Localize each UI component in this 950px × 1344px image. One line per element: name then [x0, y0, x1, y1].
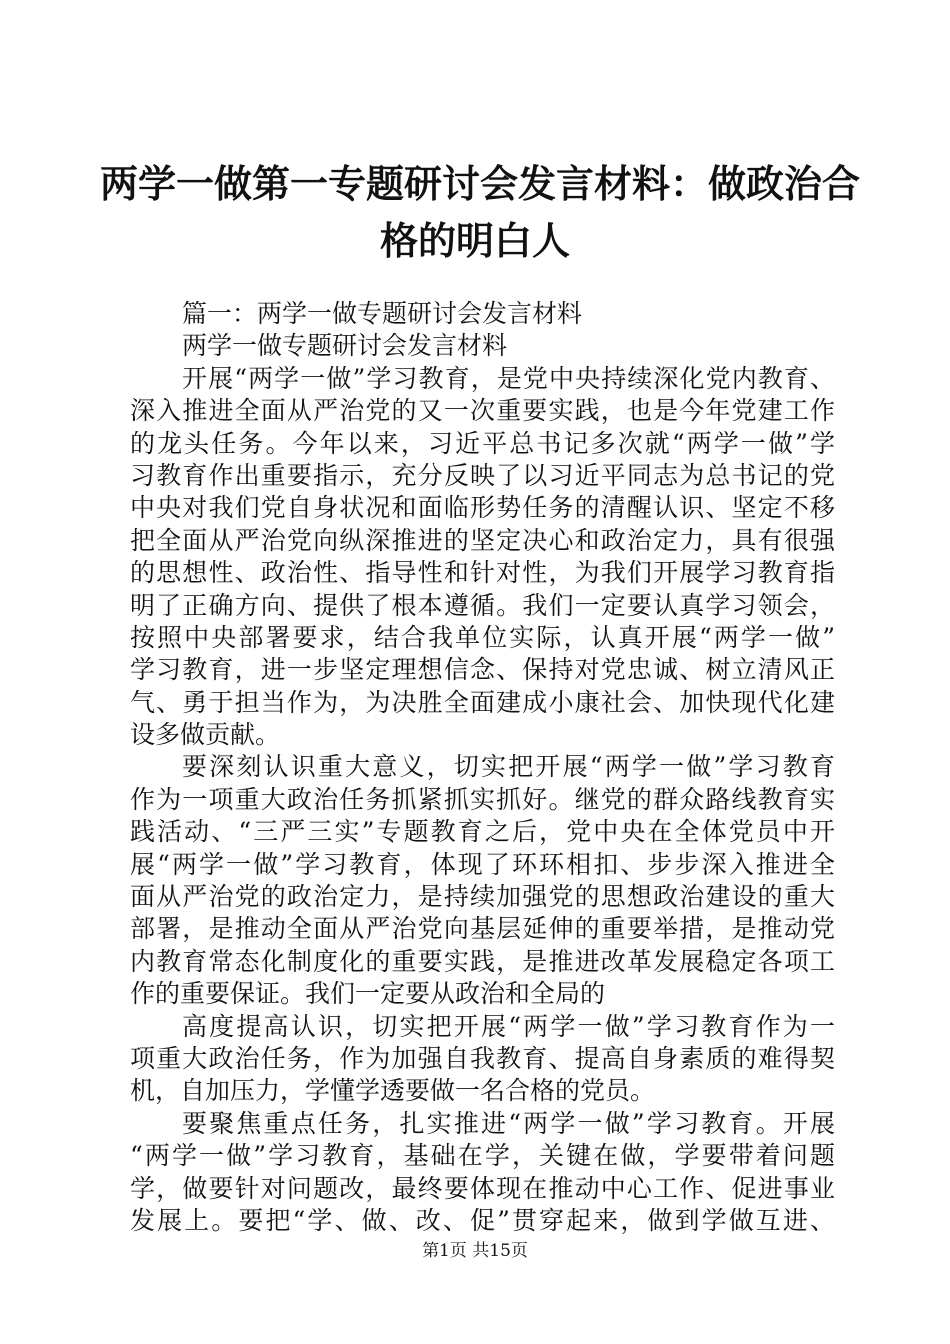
body-line: 中央对我们党自身状况和面临形势任务的清醒认识、坚定不移 — [130, 493, 835, 523]
document-title-line-2: 格的明白人 — [379, 218, 570, 263]
body-line: 明了正确方向、提供了根本遵循。我们一定要认真学习领会， — [130, 590, 835, 620]
body-line: 学习教育，进一步坚定理想信念、保持对党忠诚、树立清风正 — [130, 655, 835, 685]
document-body — [130, 298, 835, 1237]
body-line: 作的重要保证。我们一定要从政治和全局的 — [130, 979, 606, 1009]
body-line: 深入推进全面从严治党的又一次重要实践，也是今年党建工作 — [130, 396, 835, 426]
body-line: 发展上。要把“学、做、改、促”贯穿起来，做到学做互进、 — [130, 1205, 835, 1235]
section-heading: 篇一：两学一做专题研讨会发言材料 — [182, 299, 583, 328]
body-line: 机，自加压力，学懂学透要做一名合格的党员。 — [130, 1076, 656, 1106]
body-line: 项重大政治任务，作为加强自我教育、提高自身素质的难得契 — [130, 1043, 835, 1073]
page-footer: 第1页 共15页 — [422, 1241, 528, 1261]
body-line: 设多做贡献。 — [130, 720, 281, 750]
body-line: 面从严治党的政治定力，是持续加强党的思想政治建设的重大 — [130, 882, 835, 912]
subheading: 两学一做专题研讨会发言材料 — [182, 331, 508, 361]
body-line: 气、勇于担当作为，为决胜全面建成小康社会、加快现代化建 — [130, 687, 835, 717]
body-line: 要深刻认识重大意义，切实把开展“两学一做”学习教育 — [182, 752, 835, 782]
body-line: 高度提高认识，切实把开展“两学一做”学习教育作为一 — [182, 1011, 835, 1041]
body-line: 践活动、“三严三实”专题教育之后，党中央在全体党员中开 — [130, 817, 835, 847]
body-line: 学，做要针对问题改，最终要体现在推动中心工作、促进事业 — [130, 1173, 835, 1203]
document-title-line-1: 两学一做第一专题研讨会发言材料：做政治合 — [100, 161, 861, 206]
body-line: 内教育常态化制度化的重要实践，是推进改革发展稳定各项工 — [130, 946, 835, 976]
body-line: 把全面从严治党向纵深推进的坚定决心和政治定力，具有很强 — [130, 525, 835, 555]
body-line: 作为一项重大政治任务抓紧抓实抓好。继党的群众路线教育实 — [130, 784, 835, 814]
body-line: 展“两学一做”学习教育，体现了环环相扣、步步深入推进全 — [130, 849, 835, 879]
body-line: 的思想性、政治性、指导性和针对性，为我们开展学习教育指 — [130, 558, 835, 588]
body-line: “两学一做”学习教育，基础在学，关键在做，学要带着问题 — [130, 1141, 835, 1171]
body-line: 要聚焦重点任务，扎实推进“两学一做”学习教育。开展 — [182, 1108, 835, 1138]
body-line: 开展“两学一做”学习教育，是党中央持续深化党内教育、 — [182, 363, 835, 393]
body-line: 习教育作出重要指示，充分反映了以习近平同志为总书记的党 — [130, 460, 835, 490]
body-line: 部署，是推动全面从严治党向基层延伸的重要举措，是推动党 — [130, 914, 835, 944]
body-line: 的龙头任务。今年以来，习近平总书记多次就“两学一做”学 — [130, 428, 835, 458]
body-line: 按照中央部署要求，结合我单位实际，认真开展“两学一做” — [130, 622, 835, 652]
